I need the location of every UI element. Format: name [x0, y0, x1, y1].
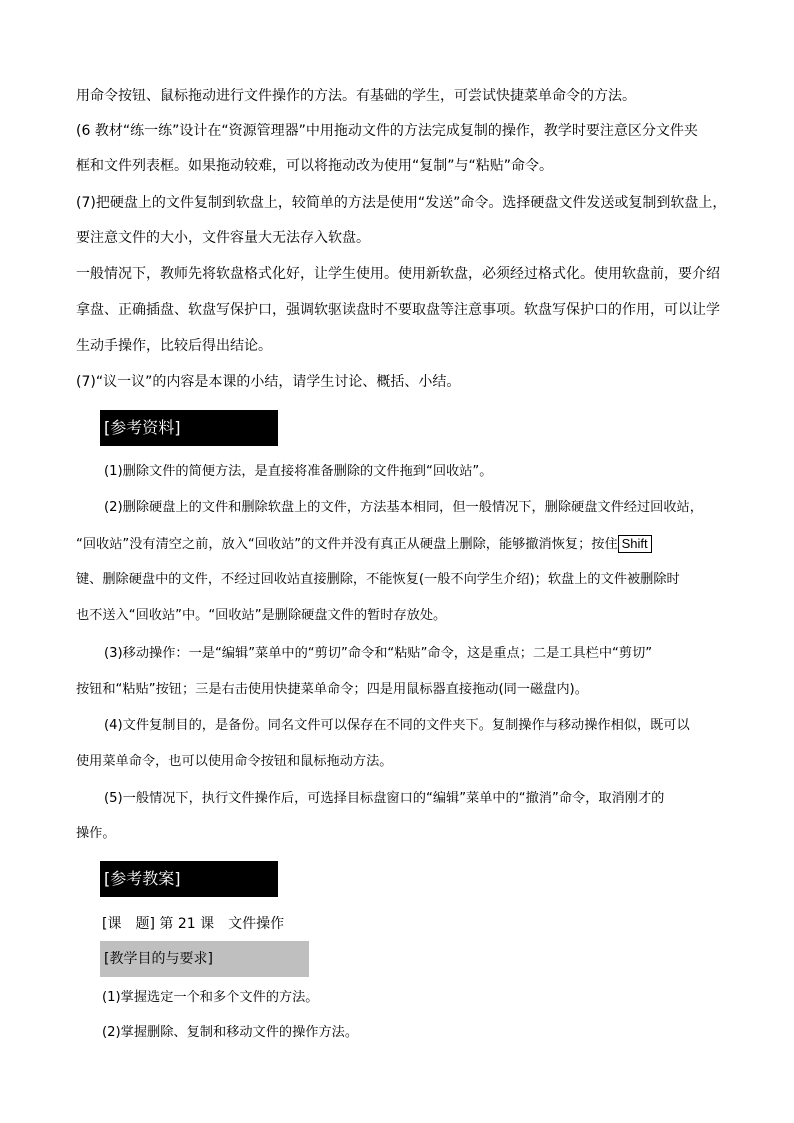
paragraph-line: 用命令按钮、鼠标拖动进行文件操作的方法。有基础的学生，可尝试快捷菜单命令的方法。 [76, 88, 636, 104]
paragraph-line: 生动手操作，比较后得出结论。 [76, 338, 272, 354]
paragraph-line: (7)“议一议”的内容是本课的小结，请学生讨论、概括、小结。 [76, 374, 461, 390]
reference-item: (5)一般情况下，执行文件操作后，可选择目标盘窗口的“编辑”菜单中的“撤消”命令，取消刚才的 [104, 791, 665, 806]
paragraph-line: (6 教材“练一练”设计在“资源管理器”中用拖动文件的方法完成复制的操作，教学时要注意区分文件夹 [76, 123, 698, 139]
reference-item: 操作。 [76, 826, 116, 841]
paragraph-line: 拿盘、正确插盘、软盘写保护口，强调软驱读盘时不要取盘等注意事项。软盘写保护口的作用，可以让学 [76, 302, 720, 318]
lesson-topic: [课 题] 第 21 课 文件操作 [102, 916, 285, 932]
reference-text: “回收站”没有清空之前，放入“回收站”的文件并没有真正从硬盘上删除，能够撤消恢复；按住 [76, 537, 618, 552]
reference-item: 使用菜单命令，也可以使用命令按钮和鼠标拖动方法。 [76, 754, 393, 769]
reference-item: 键、删除硬盘中的文件，不经过回收站直接删除，不能恢复(一般不向学生介绍)；软盘上的文件被删除时 [76, 572, 680, 587]
objectives-heading: [教学目的与要求] [100, 941, 309, 977]
reference-item: (2)删除硬盘上的文件和删除软盘上的文件，方法基本相同，但一般情况下，删除硬盘文件经过回收站， [104, 500, 703, 515]
shift-key-label: Shift [618, 535, 652, 553]
reference-item: (1)删除文件的简便方法，是直接将准备删除的文件拖到“回收站”。 [104, 464, 493, 479]
reference-item-line [76, 535, 652, 555]
reference-item: 也不送入“回收站”中。“回收站”是删除硬盘文件的暂时存放处。 [76, 608, 447, 623]
section-heading-reference-material: [参考资料] [100, 410, 278, 446]
reference-item: 按钮和“粘贴”按钮；三是右击使用快捷菜单命令；四是用鼠标器直接拖动(同一磁盘内)。 [76, 682, 588, 697]
reference-item: (4)文件复制目的，是备份。同名文件可以保存在不同的文件夹下。复制操作与移动操作相似，既可以 [104, 718, 690, 733]
paragraph-line: 要注意文件的大小，文件容量大无法存入软盘。 [76, 230, 370, 246]
paragraph-line: 一般情况下，教师先将软盘格式化好，让学生使用。使用新软盘，必须经过格式化。使用软盘前，要介绍 [76, 266, 720, 282]
objective-item: (1)掌握选定一个和多个文件的方法。 [102, 990, 319, 1005]
section-heading-lesson-plan: [参考教案] [100, 861, 278, 897]
paragraph-line: (7)把硬盘上的文件复制到软盘上，较简单的方法是使用“发送”命令。选择硬盘文件发送或复制到软盘上， [76, 195, 727, 211]
reference-item: (3)移动操作：一是“编辑”菜单中的“剪切”命令和“粘贴”命令，这是重点；二是工具栏中“剪切” [104, 646, 653, 661]
objective-item: (2)掌握删除、复制和移动文件的操作方法。 [102, 1025, 359, 1040]
paragraph-line: 框和文件列表框。如果拖动较难，可以将拖动改为使用“复制”与“粘贴”命令。 [76, 158, 554, 174]
